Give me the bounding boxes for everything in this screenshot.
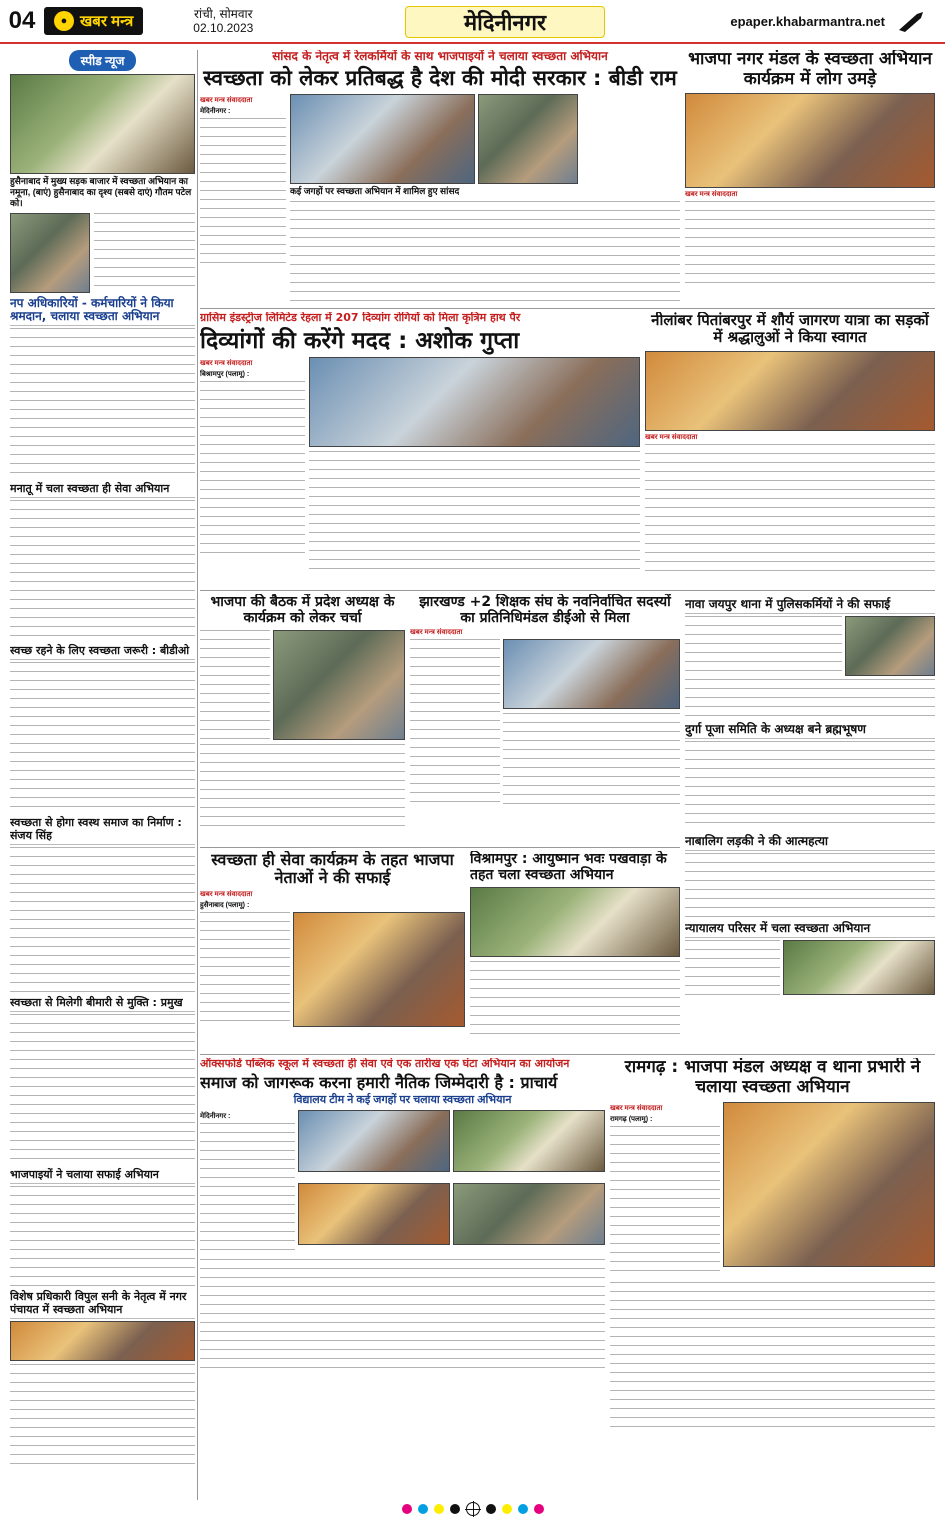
story-3-center-photo: [503, 639, 680, 709]
story-5-headline: समाज को जागरूक करना हमारी नैतिक जिम्मेदारी है : प्राचार्य: [200, 1072, 558, 1092]
yellow-dot-2: [502, 1504, 512, 1514]
left-photo-nagar: [10, 1321, 195, 1361]
issue-date: 02.10.2023: [193, 21, 254, 35]
right-story-1-headline: नावा जयपुर थाना में पुलिसकर्मियों ने की सफाई: [685, 598, 935, 614]
left-story-6-headline: भाजपाइयों ने चलाया सफाई अभियान: [10, 1168, 195, 1184]
yellow-dot: [434, 1504, 444, 1514]
story-5-side-headline: रामगढ़ : भाजपा मंडल अध्यक्ष व थाना प्रभारी ने चलाया स्वच्छता अभियान: [624, 1058, 921, 1097]
story-2-side-headline: नीलांबर पितांबरपुर में शौर्य जागरण यात्रा का सड़कों में श्रद्धालुओं ने किया स्वागत: [651, 312, 929, 347]
story-3-left-headline: भाजपा की बैठक में प्रदेश अध्यक्ष के कार्यक्रम को लेकर चर्चा: [210, 594, 395, 627]
column-divider: [197, 50, 198, 1500]
story-5-side-byline: खबर मन्त्र संवाददाता: [610, 1105, 663, 1113]
story-3-center-body-2: [503, 713, 680, 808]
story-5-side: [610, 1058, 935, 1498]
story-1-photo-side: [478, 94, 578, 184]
story-1-side-photo: [685, 93, 935, 188]
left-story-2-body: [10, 500, 195, 640]
right-story-3-headline: नाबालिग लड़की ने की आत्महत्या: [685, 835, 935, 851]
story-5-photo-3: [298, 1183, 450, 1245]
story-4-side-photo: [470, 887, 680, 957]
right-story-4-headline: न्यायालय परिसर में चला स्वच्छता अभियान: [685, 922, 935, 938]
story-5-side-body-1: [610, 1126, 720, 1276]
story-4-side: [470, 851, 680, 1051]
story-4-side-headline: विश्रामपुर : आयुष्मान भवः पखवाड़ा के तहत चला स्वच्छता अभियान: [470, 851, 667, 884]
right-story-4-body: [685, 940, 780, 995]
story-3-center-byline: खबर मन्त्र संवाददाता: [410, 629, 463, 637]
story-1-side-byline: खबर मन्त्र संवाददाता: [685, 191, 738, 199]
story-2-body-col-2: [309, 451, 640, 571]
story-5-kicker: ऑक्सफोर्ड पब्लिक स्कूल में स्वच्छता ही सेवा एवं एक तारीख एक घंटा अभियान का आयोजन: [200, 1058, 570, 1070]
story-2-byline: खबर मन्त्र संवाददाता: [200, 360, 253, 368]
left-story-3-body: [10, 662, 195, 812]
left-column: [10, 50, 195, 1500]
story-5-body-2: [200, 1259, 605, 1369]
story-2-side-photo: [645, 351, 935, 431]
left-text-block: [94, 213, 195, 293]
story-1-byline: खबर मन्त्र संवाददाता: [200, 96, 253, 104]
left-story-7-headline: विशेष प्रधिकारी विपुल सनी के नेतृत्व में नगर पंचायत में स्वच्छता अभियान: [10, 1290, 195, 1319]
story-2-body-col-1: [200, 381, 305, 561]
right-story-2-body: [685, 741, 935, 831]
story-3-center: [410, 594, 680, 844]
left-photo-market: [10, 74, 195, 174]
story-1-side: [685, 50, 935, 305]
registration-marks: [0, 1500, 945, 1517]
story-4-headline: स्वच्छता ही सेवा कार्यक्रम के तहत भाजपा नेताओं ने की सफाई: [211, 851, 454, 888]
epaper-link[interactable]: epaper.khabarmantra.net: [730, 14, 885, 29]
black-dot: [450, 1504, 460, 1514]
left-story-3-headline: स्वच्छ रहने के लिए स्वच्छता जरूरी : बीडीओ: [10, 644, 195, 660]
left-photo-caption: हुसैनाबाद में मुख्य सड़क बाजार में स्वच्छता अभियान का नमूना, (बाएं) हुसैनाबाद का दृश्य (सबसे दाएं) गौतम पटेल को।: [10, 176, 192, 208]
story-4-byline: खबर मन्त्र संवाददाता: [200, 890, 253, 898]
left-story-5-headline: स्वच्छता से मिलेगी बीमारी से मुक्ति : प्रमुख: [10, 996, 195, 1012]
city-day: रांची, सोमवार: [194, 7, 253, 21]
cyan-dot-2: [518, 1504, 528, 1514]
story-3-left-body-1: [200, 630, 270, 740]
story-4: [200, 851, 465, 1051]
left-story-1-body: [10, 328, 195, 478]
section-title: मेदिनीनगर: [405, 6, 605, 38]
story-1-side-headline: भाजपा नगर मंडल के स्वच्छता अभियान कार्यक्रम में लोग उमड़े: [688, 50, 932, 89]
story-1-photo-main: [290, 94, 475, 184]
story-5-photo-2: [453, 1110, 605, 1172]
story-2-side: [645, 312, 935, 587]
story-3-left-body-2: [200, 744, 405, 834]
story-2-photo: [309, 357, 640, 447]
divider-4: [200, 1054, 935, 1055]
mantra-icon: ●: [54, 11, 74, 31]
right-story-1-body-2: [685, 679, 935, 719]
dateline: [193, 7, 253, 35]
left-story-4-headline: स्वच्छता से होगा स्वस्थ समाज का निर्माण : संजय सिंह: [10, 816, 195, 845]
page-number: 04: [8, 7, 36, 34]
left-story-1-headline: नप अधिकारियों - कर्मचारियों ने किया श्रमदान, चलाया स्वच्छता अभियान: [10, 297, 195, 326]
story-4-body-1: [200, 912, 290, 1027]
story-1-photo-caption: कई जगहों पर स्वच्छता अभियान में शामिल हुए सांसद: [290, 185, 460, 196]
brand-logo: [44, 7, 143, 35]
story-2-place-tag: बिश्रामपुर (पलामू) :: [200, 371, 250, 379]
story-5-side-photo: [723, 1102, 935, 1267]
story-5-side-body-2: [610, 1282, 935, 1432]
story-5-place-tag: मेदिनीनगर :: [200, 1113, 231, 1121]
left-story-5-body: [10, 1014, 195, 1164]
story-1-headline: स्वच्छता को लेकर प्रतिबद्ध है देश की मोदी सरकार : बीडी राम: [203, 65, 677, 90]
story-2-side-body: [645, 444, 935, 574]
story-1-kicker: सांसद के नेतृत्व में रेलकर्मियों के साथ भाजपाइयों ने चलाया स्वच्छता अभियान: [272, 50, 608, 63]
story-3-center-headline: झारखण्ड +2 शिक्षक संघ के नवनिर्वाचित सदस्यों का प्रतिनिधिमंडल डीईओ से मिला: [419, 594, 671, 627]
right-story-4-photo: [783, 940, 935, 995]
story-5-side-place-tag: रामगढ़ (पलामू) :: [610, 1116, 653, 1124]
story-5: [200, 1058, 605, 1498]
quill-icon: [897, 10, 925, 32]
magenta-dot-2: [534, 1504, 544, 1514]
story-2-headline: दिव्यांगों की करेंगे मदद : अशोक गुप्ता: [200, 327, 520, 354]
brand-name: खबर मन्त्र: [80, 13, 134, 30]
story-5-body-1: [200, 1123, 295, 1253]
divider-3: [200, 847, 680, 848]
story-3-left: [200, 594, 405, 844]
black-dot-2: [486, 1504, 496, 1514]
divider-2: [200, 590, 935, 591]
story-1: [200, 50, 680, 305]
left-story-7-body: [10, 1364, 195, 1464]
left-photo-portrait: [10, 213, 90, 293]
story-1-place-tag: मेदिनीनगर :: [200, 107, 231, 115]
right-story-3-body: [685, 853, 935, 918]
story-3-right: [685, 594, 935, 1049]
story-4-photo: [293, 912, 465, 1027]
story-2: [200, 312, 640, 587]
story-3-center-body-1: [410, 639, 500, 809]
story-2-kicker: ग्रासिम इंडस्ट्रीज लिमिटेड रेहला में 207 दिव्यांग रोगियों को मिला कृत्रिम हाथ पैर: [200, 312, 521, 324]
story-2-side-byline: खबर मन्त्र संवाददाता: [645, 433, 698, 441]
cyan-dot: [418, 1504, 428, 1514]
masthead: [0, 0, 945, 44]
story-1-body-col-2: [290, 201, 680, 301]
story-3-left-photo: [273, 630, 405, 740]
right-story-2-headline: दुर्गा पूजा समिति के अध्यक्ष बने ब्रह्मभूषण: [685, 723, 935, 739]
left-story-2-headline: मनातू में चला स्वच्छता ही सेवा अभियान: [10, 482, 195, 498]
story-4-place-tag: हुसैनाबाद (पलामू) :: [200, 901, 250, 909]
magenta-dot: [402, 1504, 412, 1514]
story-5-photo-caption: विद्यालय टीम ने कई जगहों पर चलाया स्वच्छता अभियान: [293, 1094, 512, 1107]
story-1-side-body: [685, 201, 935, 291]
right-story-1-body: [685, 616, 842, 676]
story-1-body-col-1: [200, 118, 286, 268]
speed-news-label: स्पीड न्यूज: [69, 50, 137, 71]
left-story-6-body: [10, 1186, 195, 1286]
story-5-photo-4: [453, 1183, 605, 1245]
left-story-4-body: [10, 847, 195, 992]
story-4-side-body: [470, 961, 680, 1041]
right-story-1-photo: [845, 616, 935, 676]
crosshair-icon: [466, 1502, 480, 1516]
story-5-photo-1: [298, 1110, 450, 1172]
main-area: [200, 50, 935, 1500]
divider-1: [200, 308, 935, 309]
